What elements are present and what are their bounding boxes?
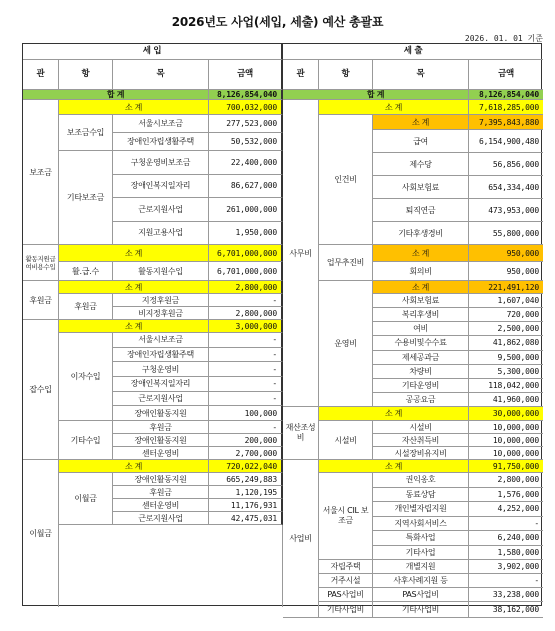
income-carry-row-mok: 후원금 <box>113 486 209 499</box>
cil-row-mok: 특화사업 <box>373 531 469 546</box>
income-carry-row-amount: 665,249,883 <box>209 473 283 486</box>
operating-row-mok: 수용비및수수료 <box>373 336 469 350</box>
income-gwan-header: 관 <box>23 60 59 90</box>
facility-row-amount: 10,000,000 <box>469 421 543 434</box>
income-carry-row-mok: 장애인활동지원 <box>113 473 209 486</box>
business-subtotal-label: 소 계 <box>373 245 469 262</box>
seoul-bojo-row-amount: 277,523,000 <box>209 115 283 133</box>
other-project-mok: 기타사업비 <box>373 602 469 618</box>
other-bojo-row-amount: 22,400,000 <box>209 151 283 175</box>
donation-row-mok: 비지정후원금 <box>113 307 209 320</box>
interest-row-mok: 장애인자립생활주택 <box>113 348 209 363</box>
cil-row-amount: - <box>469 517 543 532</box>
interest-row-amount: - <box>209 377 283 392</box>
grand-total-expense-amount: 8,126,854,040 <box>469 90 543 100</box>
operating-row-amount: 5,300,000 <box>469 365 543 379</box>
other-bojo-row-mok: 구청운영비보조금 <box>113 151 209 175</box>
cil-row-mok: 동료상담 <box>373 488 469 503</box>
budget-table <box>22 43 542 614</box>
personnel-subtotal-label: 소 계 <box>373 115 469 130</box>
housing-mok: 개별지원 <box>373 560 469 574</box>
donation-subtotal-amount: 2,800,000 <box>209 281 283 294</box>
cil-row-amount: 2,800,000 <box>469 473 543 488</box>
expense-hang-other-project: 기타사업비 <box>319 602 373 618</box>
cil-row-mok: 지역사회서비스 <box>373 517 469 532</box>
income-carry-row-mok: 센터운영비 <box>113 499 209 512</box>
interest-row-mok: 장애인활동지원 <box>113 406 209 421</box>
activity-subtotal-label: 소 계 <box>59 245 209 262</box>
expense-hang-residence: 거주시설 <box>319 574 373 588</box>
table-grid <box>23 44 541 614</box>
residence-amount: - <box>469 574 543 588</box>
facility-row-mok: 자산취득비 <box>373 434 469 447</box>
other-bojo-row-mok: 지원고용사업 <box>113 222 209 246</box>
bojogeum-subtotal-label: 소 계 <box>59 100 209 115</box>
other-bojo-row-mok: 근로지원사업 <box>113 198 209 222</box>
income-carry-subtotal-amount: 720,022,040 <box>209 460 283 473</box>
operating-row-amount: 9,500,000 <box>469 351 543 365</box>
other-bojo-row-amount: 1,950,000 <box>209 222 283 246</box>
personnel-subtotal-amount: 7,395,843,880 <box>469 115 543 130</box>
expense-hang-housing: 자립주택 <box>319 560 373 574</box>
cil-row-mok: 개인별자립지원 <box>373 502 469 517</box>
expense-mok-header: 목 <box>373 60 469 90</box>
income-hang-seoul-bojo: 보조금수입 <box>59 115 113 151</box>
seoul-bojo-row-amount: 50,532,000 <box>209 133 283 151</box>
expense-hang-header: 항 <box>319 60 373 90</box>
personnel-row-amount: 654,334,400 <box>469 176 543 199</box>
cil-row-amount: 1,580,000 <box>469 546 543 561</box>
expense-gwan-office: 사무비 <box>283 100 319 407</box>
expense-hang-pas: PAS사업비 <box>319 588 373 602</box>
pas-mok: PAS사업비 <box>373 588 469 602</box>
housing-amount: 3,902,000 <box>469 560 543 574</box>
activity-subtotal-amount: 6,701,000,000 <box>209 245 283 262</box>
cil-row-amount: 1,576,000 <box>469 488 543 503</box>
other-income-row-amount: 2,700,000 <box>209 447 283 460</box>
operating-subtotal-amount: 221,491,120 <box>469 281 543 294</box>
project-subtotal-amount: 91,750,000 <box>469 460 543 473</box>
residence-mok: 사후사례지원 등 <box>373 574 469 588</box>
expense-gwan-project: 사업비 <box>283 460 319 618</box>
income-carry-row-amount: 11,176,931 <box>209 499 283 512</box>
office-subtotal-amount: 7,618,285,000 <box>469 100 543 115</box>
donation-row-amount: - <box>209 294 283 307</box>
operating-row-mok: 제세공과금 <box>373 351 469 365</box>
personnel-row-mok: 급여 <box>373 130 469 153</box>
operating-row-amount: 720,000 <box>469 308 543 322</box>
income-gwan-misc: 잡수입 <box>23 320 59 460</box>
expense-hang-cil: 서울시 CIL 보조금 <box>319 473 373 560</box>
interest-row-mok: 구청운영비 <box>113 362 209 377</box>
operating-subtotal-label: 소 계 <box>373 281 469 294</box>
income-hang-other-bojo: 기타보조금 <box>59 151 113 245</box>
personnel-row-mok: 사회보험료 <box>373 176 469 199</box>
facility-row-mok: 시설장비유지비 <box>373 447 469 460</box>
donation-row-mok: 지정후원금 <box>113 294 209 307</box>
personnel-row-mok: 제수당 <box>373 153 469 176</box>
other-project-amount: 38,162,000 <box>469 602 543 618</box>
pas-amount: 33,238,000 <box>469 588 543 602</box>
income-mok-header: 목 <box>113 60 209 90</box>
income-gwan-carry: 이월금 <box>23 460 59 607</box>
donation-subtotal-label: 소 계 <box>59 281 209 294</box>
income-carry-subtotal-label: 소 계 <box>59 460 209 473</box>
misc-subtotal-label: 소 계 <box>59 320 209 333</box>
interest-row-mok: 서울시보조금 <box>113 333 209 348</box>
cil-row-mok: 권익옹호 <box>373 473 469 488</box>
operating-row-mok: 차량비 <box>373 365 469 379</box>
expense-amount-header: 금액 <box>469 60 543 90</box>
cil-row-amount: 6,240,000 <box>469 531 543 546</box>
expense-header: 세 출 <box>283 44 543 60</box>
operating-row-mok: 복리후생비 <box>373 308 469 322</box>
grand-total-label-expense: 합 계 <box>283 90 469 100</box>
activity-amount: 6,701,000,000 <box>209 262 283 281</box>
income-gwan-bojogeum: 보조금 <box>23 100 59 245</box>
personnel-row-amount: 56,856,000 <box>469 153 543 176</box>
office-subtotal-label: 소 계 <box>319 100 469 115</box>
facility-row-amount: 10,000,000 <box>469 434 543 447</box>
income-hang-other-income: 기타수입 <box>59 421 113 460</box>
expense-hang-operating: 운영비 <box>319 281 373 407</box>
interest-row-amount: - <box>209 362 283 377</box>
business-subtotal-amount: 950,000 <box>469 245 543 262</box>
interest-row-amount: - <box>209 333 283 348</box>
other-bojo-row-amount: 261,000,000 <box>209 198 283 222</box>
project-subtotal-label: 소 계 <box>319 460 469 473</box>
other-income-row-amount: - <box>209 421 283 434</box>
income-gwan-donation: 후원금 <box>23 281 59 320</box>
personnel-row-amount: 55,800,000 <box>469 222 543 245</box>
interest-row-mok: 장애인복지일자리 <box>113 377 209 392</box>
income-hang-activity: 활.급.수 <box>59 262 113 281</box>
other-bojo-row-amount: 86,627,000 <box>209 175 283 199</box>
interest-row-amount: - <box>209 348 283 363</box>
other-income-row-amount: 200,000 <box>209 434 283 447</box>
reference-date: 2026. 01. 01 기준 <box>464 34 543 43</box>
page-title: 2026년도 사업(세입, 세출) 예산 총괄표 <box>171 15 384 29</box>
expense-gwan-header: 관 <box>283 60 319 90</box>
seoul-bojo-row-mok: 서울시보조금 <box>113 115 209 133</box>
income-header: 세 입 <box>23 44 283 60</box>
misc-subtotal-amount: 3,000,000 <box>209 320 283 333</box>
donation-row-amount: 2,800,000 <box>209 307 283 320</box>
interest-row-amount: - <box>209 392 283 407</box>
business-row-amount: 950,000 <box>469 262 543 281</box>
operating-row-amount: 41,862,080 <box>469 336 543 350</box>
bojogeum-subtotal-amount: 700,032,000 <box>209 100 283 115</box>
income-carry-row-amount: 1,120,195 <box>209 486 283 499</box>
expense-hang-business: 업무추진비 <box>319 245 373 281</box>
cil-row-amount: 4,252,000 <box>469 502 543 517</box>
other-bojo-row-mok: 장애인복지일자리 <box>113 175 209 199</box>
income-hang-interest: 이자수입 <box>59 333 113 421</box>
operating-row-amount: 1,607,040 <box>469 294 543 308</box>
operating-row-amount: 118,042,000 <box>469 379 543 393</box>
income-carry-row-mok: 근로지원사업 <box>113 512 209 525</box>
property-subtotal-amount: 30,000,000 <box>469 407 543 421</box>
operating-row-amount: 41,960,000 <box>469 393 543 407</box>
expense-gwan-property: 재산조성비 <box>283 407 319 460</box>
personnel-row-amount: 473,953,000 <box>469 199 543 222</box>
other-income-row-mok: 장애인활동지원 <box>113 434 209 447</box>
operating-row-mok: 사회보험료 <box>373 294 469 308</box>
grand-total-income-amount: 8,126,854,040 <box>209 90 283 100</box>
cil-row-mok: 기타사업 <box>373 546 469 561</box>
expense-hang-facility: 시설비 <box>319 421 373 460</box>
income-gwan-activity: 활동지원급여비용수입 <box>23 245 59 281</box>
income-hang-header: 항 <box>59 60 113 90</box>
interest-row-mok: 근로지원사업 <box>113 392 209 407</box>
activity-mok: 활동지원수입 <box>113 262 209 281</box>
property-subtotal-label: 소 계 <box>319 407 469 421</box>
seoul-bojo-row-mok: 장애인자립생활주택 <box>113 133 209 151</box>
grand-total-label-income: 합 계 <box>23 90 209 100</box>
business-row-mok: 회의비 <box>373 262 469 281</box>
personnel-row-mok: 기타후생경비 <box>373 222 469 245</box>
income-carry-row-amount: 42,475,031 <box>209 512 283 525</box>
interest-row-amount: 100,000 <box>209 406 283 421</box>
operating-row-mok: 기타운영비 <box>373 379 469 393</box>
other-income-row-mok: 센터운영비 <box>113 447 209 460</box>
personnel-row-mok: 퇴직연금 <box>373 199 469 222</box>
income-amount-header: 금액 <box>209 60 283 90</box>
operating-row-mok: 여비 <box>373 322 469 336</box>
expense-hang-personnel: 인건비 <box>319 115 373 245</box>
personnel-row-amount: 6,154,900,480 <box>469 130 543 153</box>
facility-row-mok: 시설비 <box>373 421 469 434</box>
facility-row-amount: 10,000,000 <box>469 447 543 460</box>
other-income-row-mok: 후원금 <box>113 421 209 434</box>
income-hang-donation: 후원금 <box>59 294 113 320</box>
income-blank-area <box>59 525 283 607</box>
operating-row-amount: 2,500,000 <box>469 322 543 336</box>
operating-row-mok: 공공요금 <box>373 393 469 407</box>
income-hang-carry: 이월금 <box>59 473 113 525</box>
